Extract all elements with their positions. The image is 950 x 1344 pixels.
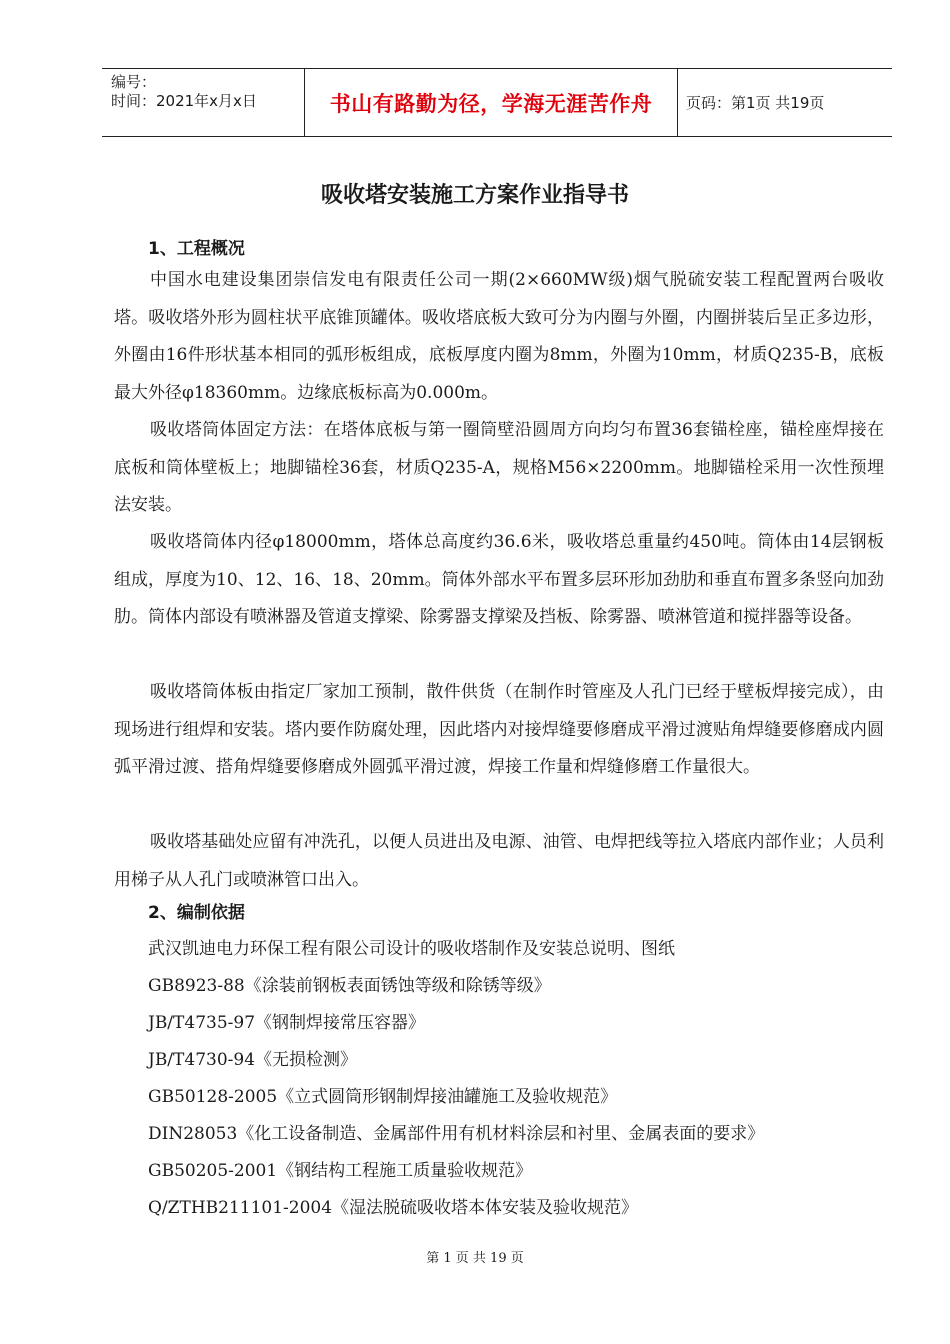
number-label: 编号： [111,73,157,91]
section-heading-overview: 1、工程概况 [148,239,245,259]
header-info-cell [102,69,304,136]
document-header [102,68,892,137]
reference-item: JB/T4730-94《无损检测》 [148,1050,358,1070]
section-heading-basis: 2、编制依据 [148,903,245,923]
reference-item: Q/ZTHB211101-2004《湿法脱硫吸收塔本体安装及验收规范》 [148,1198,639,1218]
time-label: 时间：2021年x月x日 [111,92,257,110]
reference-item: 武汉凯迪电力环保工程有限公司设计的吸收塔制作及安装总说明、图纸 [148,939,675,959]
paragraph: 吸收塔筒体板由指定厂家加工预制，散件供货（在制作时管座及人孔门已经于壁板焊接完成），由现场进行组焊和安装。塔内要作防腐处理，因此塔内对接焊缝要修磨成平滑过渡贴角焊缝要修磨成内圆弧平滑过渡、搭角焊缝要修磨成外圆弧平滑过渡，焊接工作量和焊缝修磨工作量很大。 [114,682,884,777]
document-title: 吸收塔安装施工方案作业指导书 [320,183,629,208]
header-page-label: 页码：第1页 共19页 [686,94,825,112]
paragraph: 中国水电建设集团崇信发电有限责任公司一期(2×660MW级)烟气脱硫安装工程配置两台吸收塔。吸收塔外形为圆柱状平底锥顶罐体。吸收塔底板大致可分为内圈与外圈，内圈拼装后呈正多边形，外圈由16件形状基本相同的弧形板组成，底板厚度内圈为8mm，外圈为10mm，材质Q235-B，底板最大外径φ18360mm。边缘底板标高为0.000m。 [114,270,884,403]
reference-item: GB50128-2005《立式圆筒形钢制焊接油罐施工及验收规范》 [148,1087,618,1107]
reference-item: GB8923-88《涂装前钢板表面锈蚀等级和除锈等级》 [148,976,551,996]
reference-item: GB50205-2001《钢结构工程施工质量验收规范》 [148,1161,533,1181]
header-motto: 书山有路勤为径，学海无涯苦作舟 [304,69,678,136]
reference-item: JB/T4735-97《钢制焊接常压容器》 [148,1013,426,1033]
page-footer: 第 1 页 共 19 页 [426,1251,524,1266]
reference-item: DIN28053《化工设备制造、金属部件用有机材料涂层和衬里、金属表面的要求》 [148,1124,765,1144]
paragraph: 吸收塔筒体固定方法：在塔体底板与第一圈筒壁沿圆周方向均匀布置36套锚栓座，锚栓座焊接在底板和筒体壁板上；地脚锚栓36套，材质Q235-A，规格M56×2200mm。地脚锚栓采用一次性预埋法安装。 [114,420,884,515]
paragraph: 吸收塔基础处应留有冲洗孔，以便人员进出及电源、油管、电焊把线等拉入塔底内部作业；人员利用梯子从人孔门或喷淋管口出入。 [114,832,884,890]
paragraph: 吸收塔筒体内径φ18000mm，塔体总高度约36.6米，吸收塔总重量约450吨。筒体由14层钢板组成，厚度为10、12、16、18、20mm。筒体外部水平布置多层环形加劲肋和垂直布置多条竖向加劲肋。筒体内部设有喷淋器及管道支撑梁、除雾器支撑梁及挡板、除雾器、喷淋管道和搅拌器等设备。 [114,532,884,627]
